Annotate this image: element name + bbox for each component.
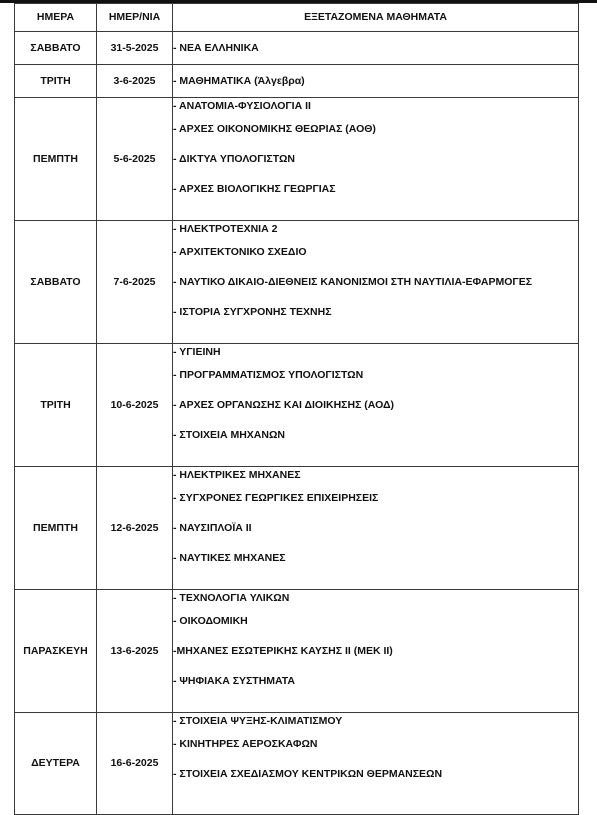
exam-date: 31-5-2025 — [97, 32, 173, 65]
exam-day: ΠΕΜΠΤΗ — [15, 467, 97, 590]
date-column-header: ΗΜΕΡ/ΝΙΑ — [97, 4, 173, 32]
exam-date: 5-6-2025 — [97, 98, 173, 221]
schedule-row — [15, 713, 579, 815]
exam-day: ΤΡΙΤΗ — [15, 65, 97, 98]
subject-item: - ΨΗΦΙΑΚΑ ΣΥΣΤΗΜΑΤΑ — [173, 675, 295, 687]
exam-day: ΔΕΥΤΕΡΑ — [15, 713, 97, 815]
subject-item: - ΟΙΚΟΔΟΜΙΚΗ — [173, 615, 248, 627]
subject-item: - ΑΡΧΕΣ ΟΙΚΟΝΟΜΙΚΗΣ ΘΕΩΡΙΑΣ (ΑΟΘ) — [173, 123, 376, 135]
subject-item: - ΑΡΧΕΣ ΒΙΟΛΟΓΙΚΗΣ ΓΕΩΡΓΙΑΣ — [173, 183, 336, 195]
subject-item: - ΣΤΟΙΧΕΙΑ ΣΧΕΔΙΑΣΜΟΥ ΚΕΝΤΡΙΚΩΝ ΘΕΡΜΑΝΣΕΩΝ — [173, 768, 443, 780]
subject-item: - ΝΑΥΤΙΚΟ ΔΙΚΑΙΟ-ΔΙΕΘΝΕΙΣ ΚΑΝΟΝΙΣΜΟΙ ΣΤΗ ΝΑΥΤΙΛΙΑ-ΕΦΑΡΜΟΓΕΣ — [173, 276, 533, 288]
exam-day: ΠΕΜΠΤΗ — [15, 98, 97, 221]
subject-item: - ΝΕΑ ΕΛΛΗΝΙΚΑ — [173, 42, 259, 54]
subject-item: - ΣΤΟΙΧΕΙΑ ΨΥΞΗΣ-ΚΛΙΜΑΤΙΣΜΟΥ — [173, 715, 343, 727]
exam-subjects — [173, 65, 579, 98]
exam-day: ΣΑΒΒΑΤΟ — [15, 32, 97, 65]
schedule-row — [15, 98, 579, 221]
exam-date: 7-6-2025 — [97, 221, 173, 344]
schedule-body — [15, 32, 579, 815]
day-column-header: ΗΜΕΡΑ — [15, 4, 97, 32]
subject-item: - ΠΡΟΓΡΑΜΜΑΤΙΣΜΟΣ ΥΠΟΛΟΓΙΣΤΩΝ — [173, 369, 364, 381]
subject-item: - ΜΑΘΗΜΑΤΙΚΑ (Άλγεβρα) — [173, 75, 305, 87]
subject-item: - ΗΛΕΚΤΡΟΤΕΧΝΙΑ 2 — [173, 223, 278, 235]
subject-item: - ΙΣΤΟΡΙΑ ΣΥΓΧΡΟΝΗΣ ΤΕΧΝΗΣ — [173, 306, 332, 318]
subject-item: - ΝΑΥΣΙΠΛΟΪΑ ΙΙ — [173, 522, 252, 534]
schedule-row — [15, 590, 579, 713]
exam-date: 3-6-2025 — [97, 65, 173, 98]
exam-day: ΠΑΡΑΣΚΕΥΗ — [15, 590, 97, 713]
subject-item: - ΗΛΕΚΤΡΙΚΕΣ ΜΗΧΑΝΕΣ — [173, 469, 301, 481]
exam-subjects — [173, 32, 579, 65]
schedule-row — [15, 65, 579, 98]
subject-item: - ΑΡΧΙΤΕΚΤΟΝΙΚΟ ΣΧΕΔΙΟ — [173, 246, 307, 258]
exam-schedule-table — [14, 3, 579, 815]
subject-item: - ΣΤΟΙΧΕΙΑ ΜΗΧΑΝΩΝ — [173, 429, 285, 441]
exam-subjects — [173, 713, 579, 815]
exam-day: ΤΡΙΤΗ — [15, 344, 97, 467]
subject-item: - ΣΥΓΧΡΟΝΕΣ ΓΕΩΡΓΙΚΕΣ ΕΠΙΧΕΙΡΗΣΕΙΣ — [173, 492, 379, 504]
subject-item: - ΔΙΚΤΥΑ ΥΠΟΛΟΓΙΣΤΩΝ — [173, 153, 295, 165]
subject-item: - ΤΕΧΝΟΛΟΓΙΑ ΥΛΙΚΩΝ — [173, 592, 290, 604]
subject-item: - ΚΙΝΗΤΗΡΕΣ ΑΕΡΟΣΚΑΦΩΝ — [173, 738, 318, 750]
subject-item: -ΜΗΧΑΝΕΣ ΕΣΩΤΕΡΙΚΗΣ ΚΑΥΣΗΣ ΙΙ (ΜΕΚ ΙΙ) — [173, 645, 393, 657]
exam-day: ΣΑΒΒΑΤΟ — [15, 221, 97, 344]
subject-item: - ΥΓΙΕΙΝΗ — [173, 346, 221, 358]
exam-subjects — [173, 344, 579, 467]
exam-date: 13-6-2025 — [97, 590, 173, 713]
schedule-row — [15, 344, 579, 467]
exam-subjects — [173, 98, 579, 221]
subjects-column-header: ΕΞΕΤΑΖΟΜΕΝΑ ΜΑΘΗΜΑΤΑ — [173, 4, 579, 32]
subject-item: - ΝΑΥΤΙΚΕΣ ΜΗΧΑΝΕΣ — [173, 552, 286, 564]
schedule-row — [15, 467, 579, 590]
exam-date: 10-6-2025 — [97, 344, 173, 467]
exam-subjects — [173, 590, 579, 713]
exam-subjects — [173, 221, 579, 344]
schedule-row — [15, 221, 579, 344]
exam-date: 12-6-2025 — [97, 467, 173, 590]
subject-item: - ΑΝΑΤΟΜΙΑ-ΦΥΣΙΟΛΟΓΙΑ ΙΙ — [173, 100, 311, 112]
exam-date: 16-6-2025 — [97, 713, 173, 815]
header-row — [15, 4, 579, 32]
schedule-row — [15, 32, 579, 65]
subject-item: - ΑΡΧΕΣ ΟΡΓΑΝΩΣΗΣ ΚΑΙ ΔΙΟΙΚΗΣΗΣ (ΑΟΔ) — [173, 399, 395, 411]
exam-subjects — [173, 467, 579, 590]
